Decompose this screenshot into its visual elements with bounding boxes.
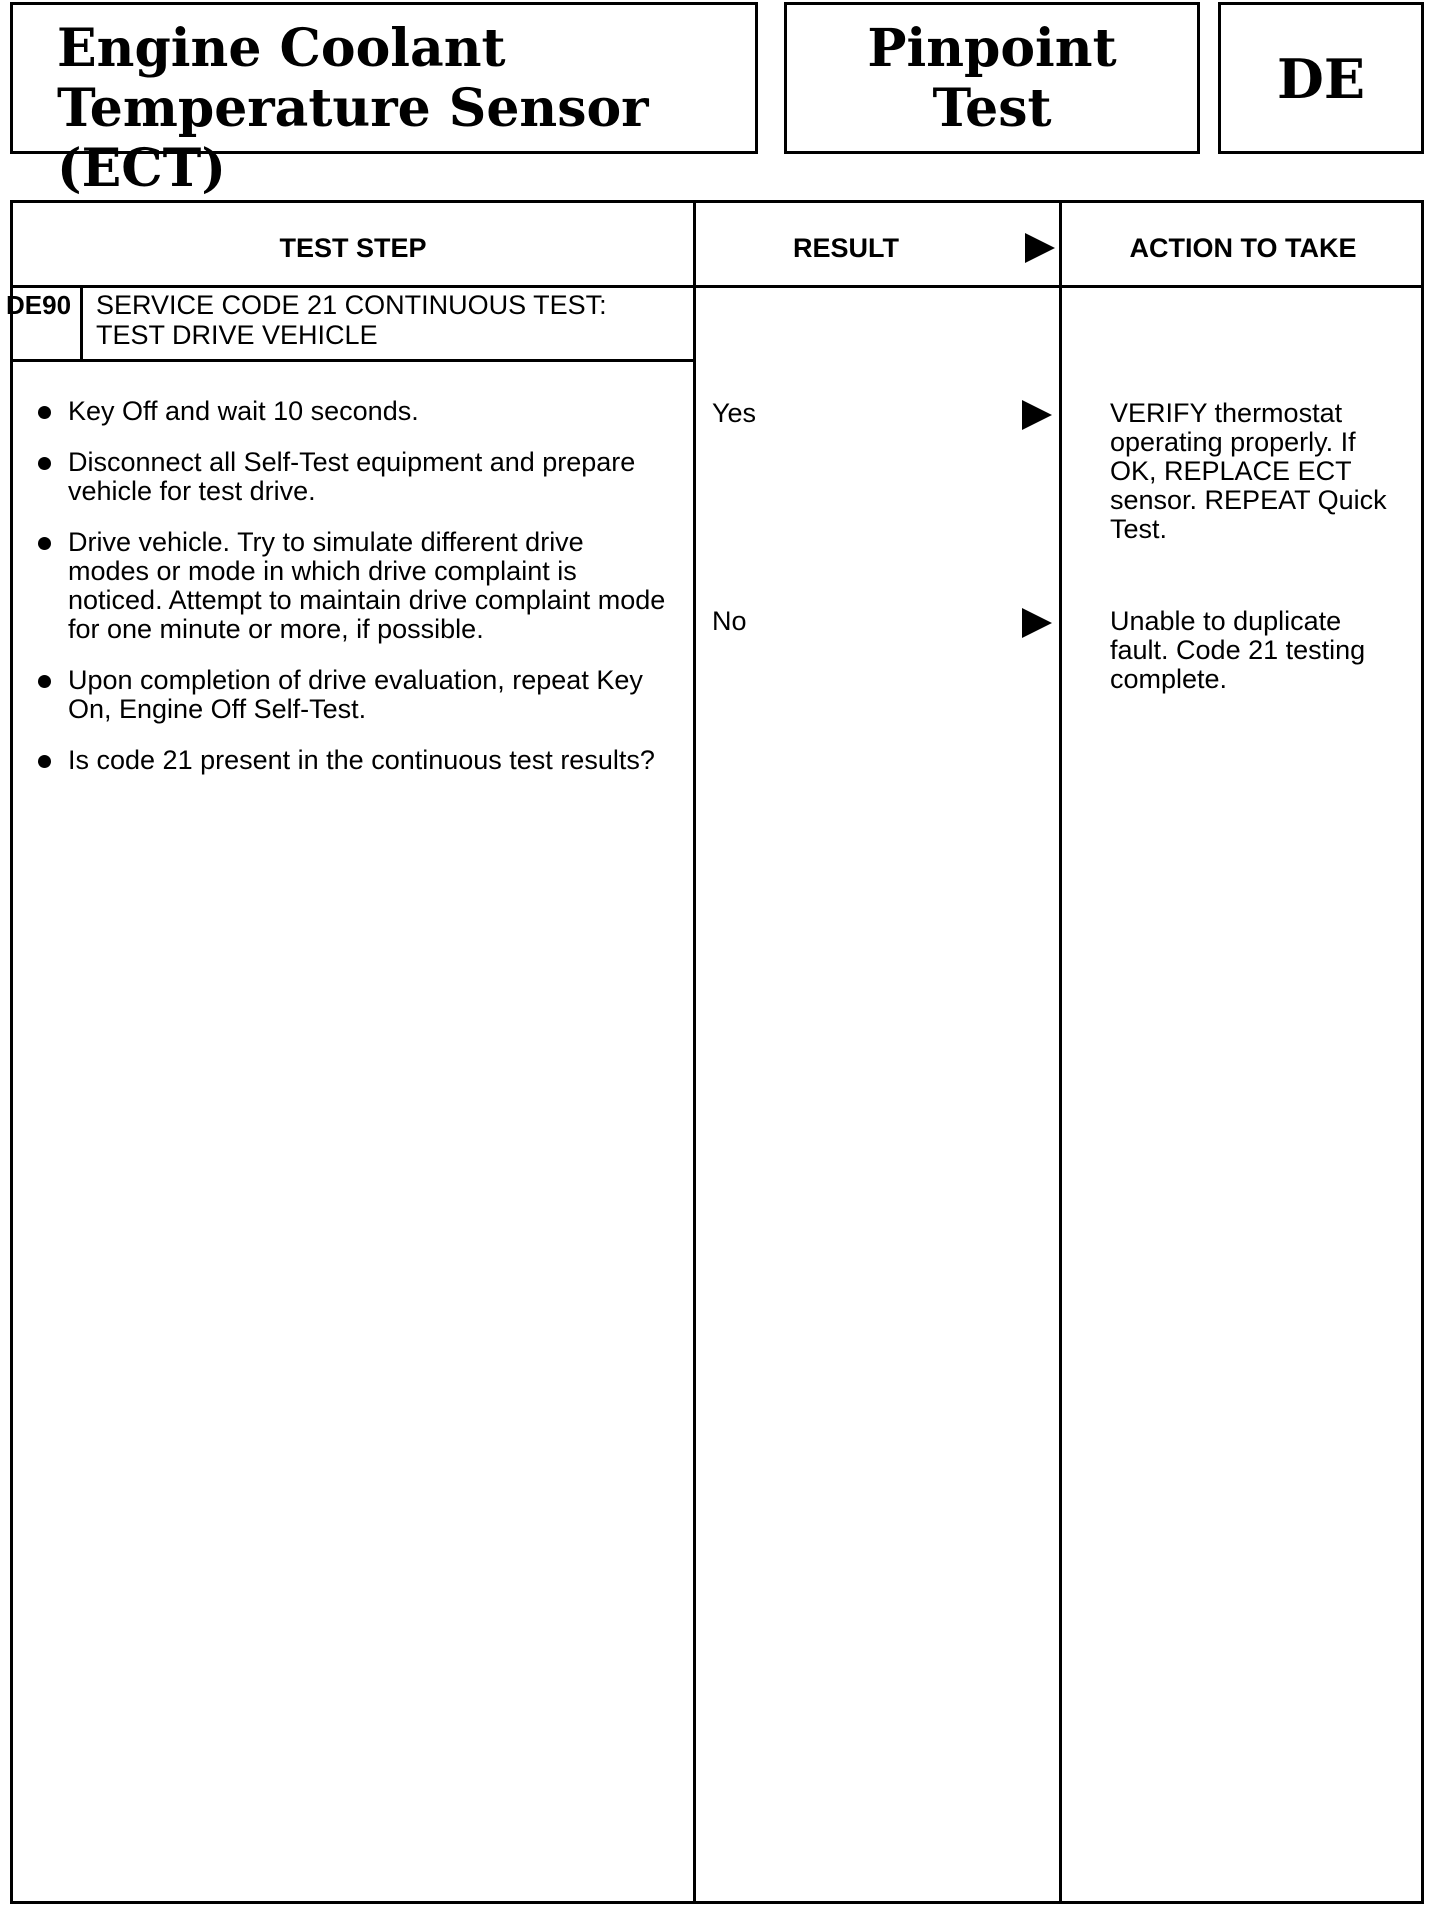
instruction-list: [26, 397, 666, 797]
list-item: Disconnect all Self-Test equipment and prepare vehicle for test drive.: [26, 448, 666, 506]
step-id: DE90: [6, 290, 72, 320]
bullet-icon: [38, 675, 51, 688]
column-divider: [693, 203, 696, 1901]
test-code: DE: [1277, 47, 1365, 111]
step-title: [96, 290, 656, 350]
bullet-icon: [38, 755, 51, 768]
test-type-line-2: Test: [932, 78, 1052, 139]
step-id-divider: [80, 286, 83, 360]
test-type: [787, 19, 1197, 139]
bullet-icon: [38, 406, 51, 419]
list-item: Is code 21 present in the continuous test results?: [26, 746, 666, 775]
test-code-box: [1218, 2, 1424, 154]
step-title-line-1: SERVICE CODE 21 CONTINUOUS TEST:: [96, 290, 607, 320]
action-no: Unable to duplicate fault. Code 21 testing complete.: [1110, 606, 1366, 694]
result-no: No: [712, 606, 747, 636]
test-type-line-1: Pinpoint: [867, 18, 1117, 79]
header-divider: [13, 285, 1421, 288]
list-item: Upon completion of drive evaluation, repeat Key On, Engine Off Self-Test.: [26, 666, 666, 724]
list-item: Key Off and wait 10 seconds.: [26, 397, 666, 426]
column-header-result: RESULT: [793, 233, 899, 263]
arrow-icon: [1022, 400, 1052, 430]
column-header-test-step: TEST STEP: [279, 233, 427, 263]
arrow-icon: [1022, 608, 1052, 638]
test-type-box: [784, 2, 1200, 154]
arrow-icon: [1025, 233, 1055, 263]
title-line-2: Temperature Sensor (ECT): [57, 78, 649, 199]
title-box: [10, 2, 758, 199]
page-title: [57, 19, 755, 199]
column-divider: [1059, 203, 1062, 1901]
column-header-action: ACTION TO TAKE: [1129, 233, 1357, 263]
bullet-icon: [38, 457, 51, 470]
action-yes: VERIFY thermostat operating properly. If OK, REPLACE ECT sensor. REPEAT Quick Test.: [1110, 398, 1387, 544]
title-line-1: Engine Coolant: [57, 18, 506, 79]
result-yes: Yes: [712, 398, 757, 428]
list-item: Drive vehicle. Try to simulate different drive modes or mode in which drive complaint is noticed. Attempt to maintain drive complaint mode for one minute or more, if possible.: [26, 528, 666, 644]
step-title-divider: [13, 359, 696, 362]
step-title-line-2: TEST DRIVE VEHICLE: [96, 320, 378, 350]
bullet-icon: [38, 537, 51, 550]
